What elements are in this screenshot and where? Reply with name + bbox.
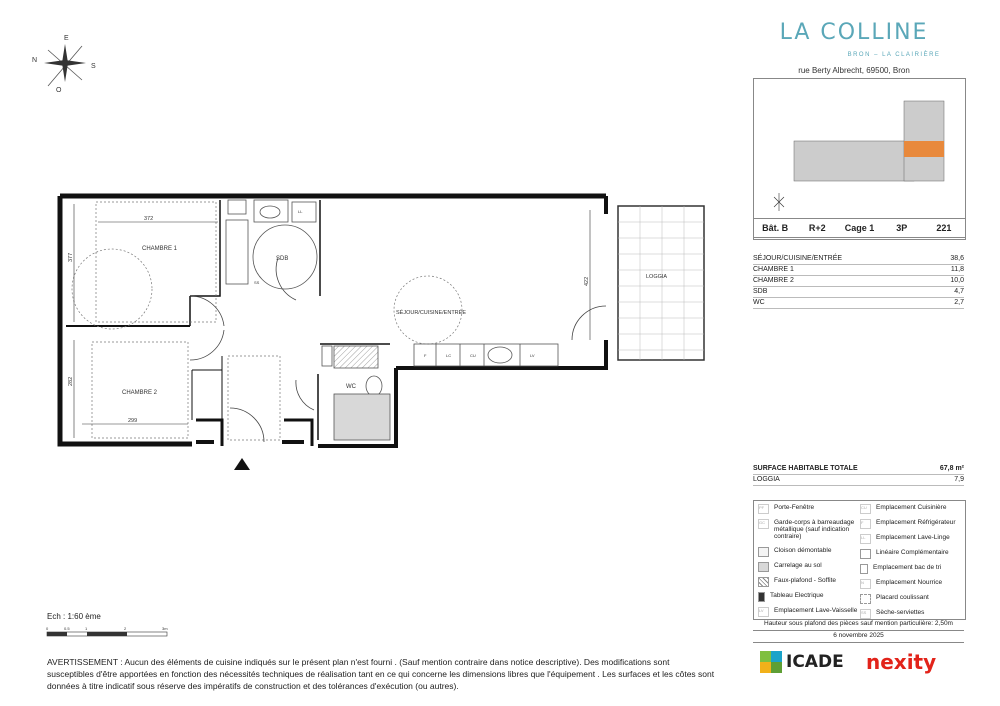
railing-icon: GC (758, 519, 769, 529)
ceiling-height-note: Hauteur sous plafond des pièces sauf mention particulière: 2,50m (753, 620, 964, 631)
room-label-chambre1: CHAMBRE 1 (142, 246, 178, 252)
surface-label: SURFACE HABITABLE TOTALE (753, 465, 858, 472)
compass-east: S (91, 63, 96, 70)
compass-north: E (64, 35, 69, 42)
wc-fixtures (334, 376, 390, 440)
towel-dryer-icon: SS (860, 609, 871, 619)
building: Bât. B (762, 223, 789, 233)
legend-item: CU Emplacement Cuisinière (860, 504, 965, 519)
legend-item: Faux-plafond - Soffite (758, 577, 863, 592)
legend-item: Tableau Electrique (758, 592, 863, 607)
dimension-282: 282 (68, 376, 74, 386)
sorting-bin-icon (860, 564, 868, 574)
room-label-loggia: LOGGIA (646, 274, 668, 280)
partition-icon (758, 547, 769, 557)
scale-tick-4: 3m (162, 626, 168, 631)
fixture-ss: SS (254, 280, 260, 285)
compass-west: N (32, 57, 38, 64)
manifold-icon: N (860, 579, 871, 589)
scale-tick-2: 1 (85, 626, 88, 631)
room-row: SÉJOUR/CUISINE/ENTRÉE 38,6 (753, 254, 964, 265)
room-label-chambre2: CHAMBRE 2 (122, 390, 158, 396)
dimension-299: 299 (128, 418, 138, 424)
room-row: CHAMBRE 2 10,0 (753, 276, 964, 287)
brand-subtitle: BRON – LA CLAIRIÈRE (847, 52, 941, 58)
stair: Cage 1 (844, 223, 875, 233)
fixture-ll: LL (298, 209, 303, 214)
legend-item: LL Emplacement Lave-Linge (860, 534, 965, 549)
info-panel (736, 20, 972, 676)
loggia-value: 7,9 (954, 476, 964, 483)
fixture-lv: LV (530, 353, 535, 358)
room-row: WC 2,7 (753, 298, 964, 309)
legend-item: Linéaire Complémentaire (860, 549, 965, 564)
room-areas (753, 254, 964, 309)
room-row: SDB 4,7 (753, 287, 964, 298)
bathroom-fixtures (226, 200, 317, 289)
scale-tick-0: 0 (46, 626, 49, 631)
unit-number: 221 (936, 223, 952, 233)
dimension-lines (74, 204, 590, 438)
highlighted-unit (904, 141, 944, 157)
scale-bar (46, 626, 168, 636)
legend-item: N Emplacement Nourrice (860, 579, 965, 594)
ceiling-icon (758, 577, 769, 587)
loggia (618, 206, 704, 360)
scale-label: Ech : 1:60 ème (47, 612, 101, 621)
brand-name: LA COLLINE (779, 20, 929, 45)
surface-totals (753, 464, 964, 486)
room-label-sejour: SÉJOUR/CUISINE/ENTRÉE (396, 310, 466, 316)
icade-logo-icon (760, 651, 782, 673)
dimension-422: 422 (584, 276, 590, 286)
fixture-f: F (424, 353, 427, 358)
fixture-lc: LC (446, 353, 452, 358)
wardrobe-icon (860, 594, 871, 604)
kitchen-counter (322, 344, 558, 368)
unit-info-row (753, 218, 966, 238)
linear-icon (860, 549, 871, 559)
fixture-cu: CU (470, 353, 476, 358)
dishwasher-icon: LV (758, 607, 769, 617)
fridge-icon: F (860, 519, 871, 529)
legend-item: Carrelage au sol (758, 562, 863, 577)
floor: R+2 (808, 223, 826, 233)
legend-item: Emplacement bac de tri (860, 564, 965, 579)
dimension-377: 377 (68, 252, 74, 262)
address: rue Berty Albrecht, 69500, Bron (798, 66, 910, 75)
plan-date: 6 novembre 2025 (753, 632, 964, 643)
legend-item: GC Garde-corps à barreaudage métallique (sauf indication contraire) (759, 519, 855, 540)
legend-item: F Emplacement Réfrigérateur (860, 519, 965, 534)
icade-logo: ICADE (760, 650, 844, 674)
legend-item: PF Porte-Fenêtre (758, 504, 863, 519)
furniture-outlines (72, 202, 462, 440)
compass-south: O (56, 87, 62, 94)
room-row: CHAMBRE 1 11,8 (753, 265, 964, 276)
unit-type: 3P (896, 223, 908, 233)
walls (60, 196, 606, 446)
loggia-label: LOGGIA (753, 476, 780, 483)
key-plan (753, 78, 966, 240)
cooker-icon: CU (860, 504, 871, 514)
dimension-372: 372 (144, 216, 154, 222)
room-label-sdb: SDB (276, 256, 289, 262)
legend-item: Cloison démontable (758, 547, 863, 562)
warning-text: AVERTISSEMENT : Aucun des éléments de cuisine indiqués sur le présent plan n'est fourni . (Sauf mention contraire dans notice descriptive). Des modifications sont susceptibles d'être apportées en fonction des nécessités techniques de réalisation tant en ce qui concerne les dimensions libres que l'équipement . Les surfaces et les côtes sont données à titre indicatif sous réserve des impératifs de construction et des tolérances d'exécution (ou autres). (47, 657, 715, 691)
nexity-logo: nexity (866, 650, 937, 674)
scale-tick-1: 0.5 (64, 626, 70, 631)
washing-machine-icon: LL (860, 534, 871, 544)
surface-value: 67,8 m² (939, 465, 964, 472)
compass-icon (32, 35, 96, 94)
legend-item: Placard coulissant (860, 594, 965, 609)
panel-icon (758, 592, 765, 602)
scale-tick-3: 2 (124, 626, 127, 631)
legend-item: LV Emplacement Lave-Vaisselle (758, 607, 863, 622)
tile-icon (758, 562, 769, 572)
door-window-icon: PF (758, 504, 769, 514)
room-label-wc: WC (346, 384, 356, 390)
legend (753, 500, 966, 620)
legend-item: SS Sèche-serviettes (860, 609, 965, 624)
entrance-arrow-icon (234, 458, 250, 470)
